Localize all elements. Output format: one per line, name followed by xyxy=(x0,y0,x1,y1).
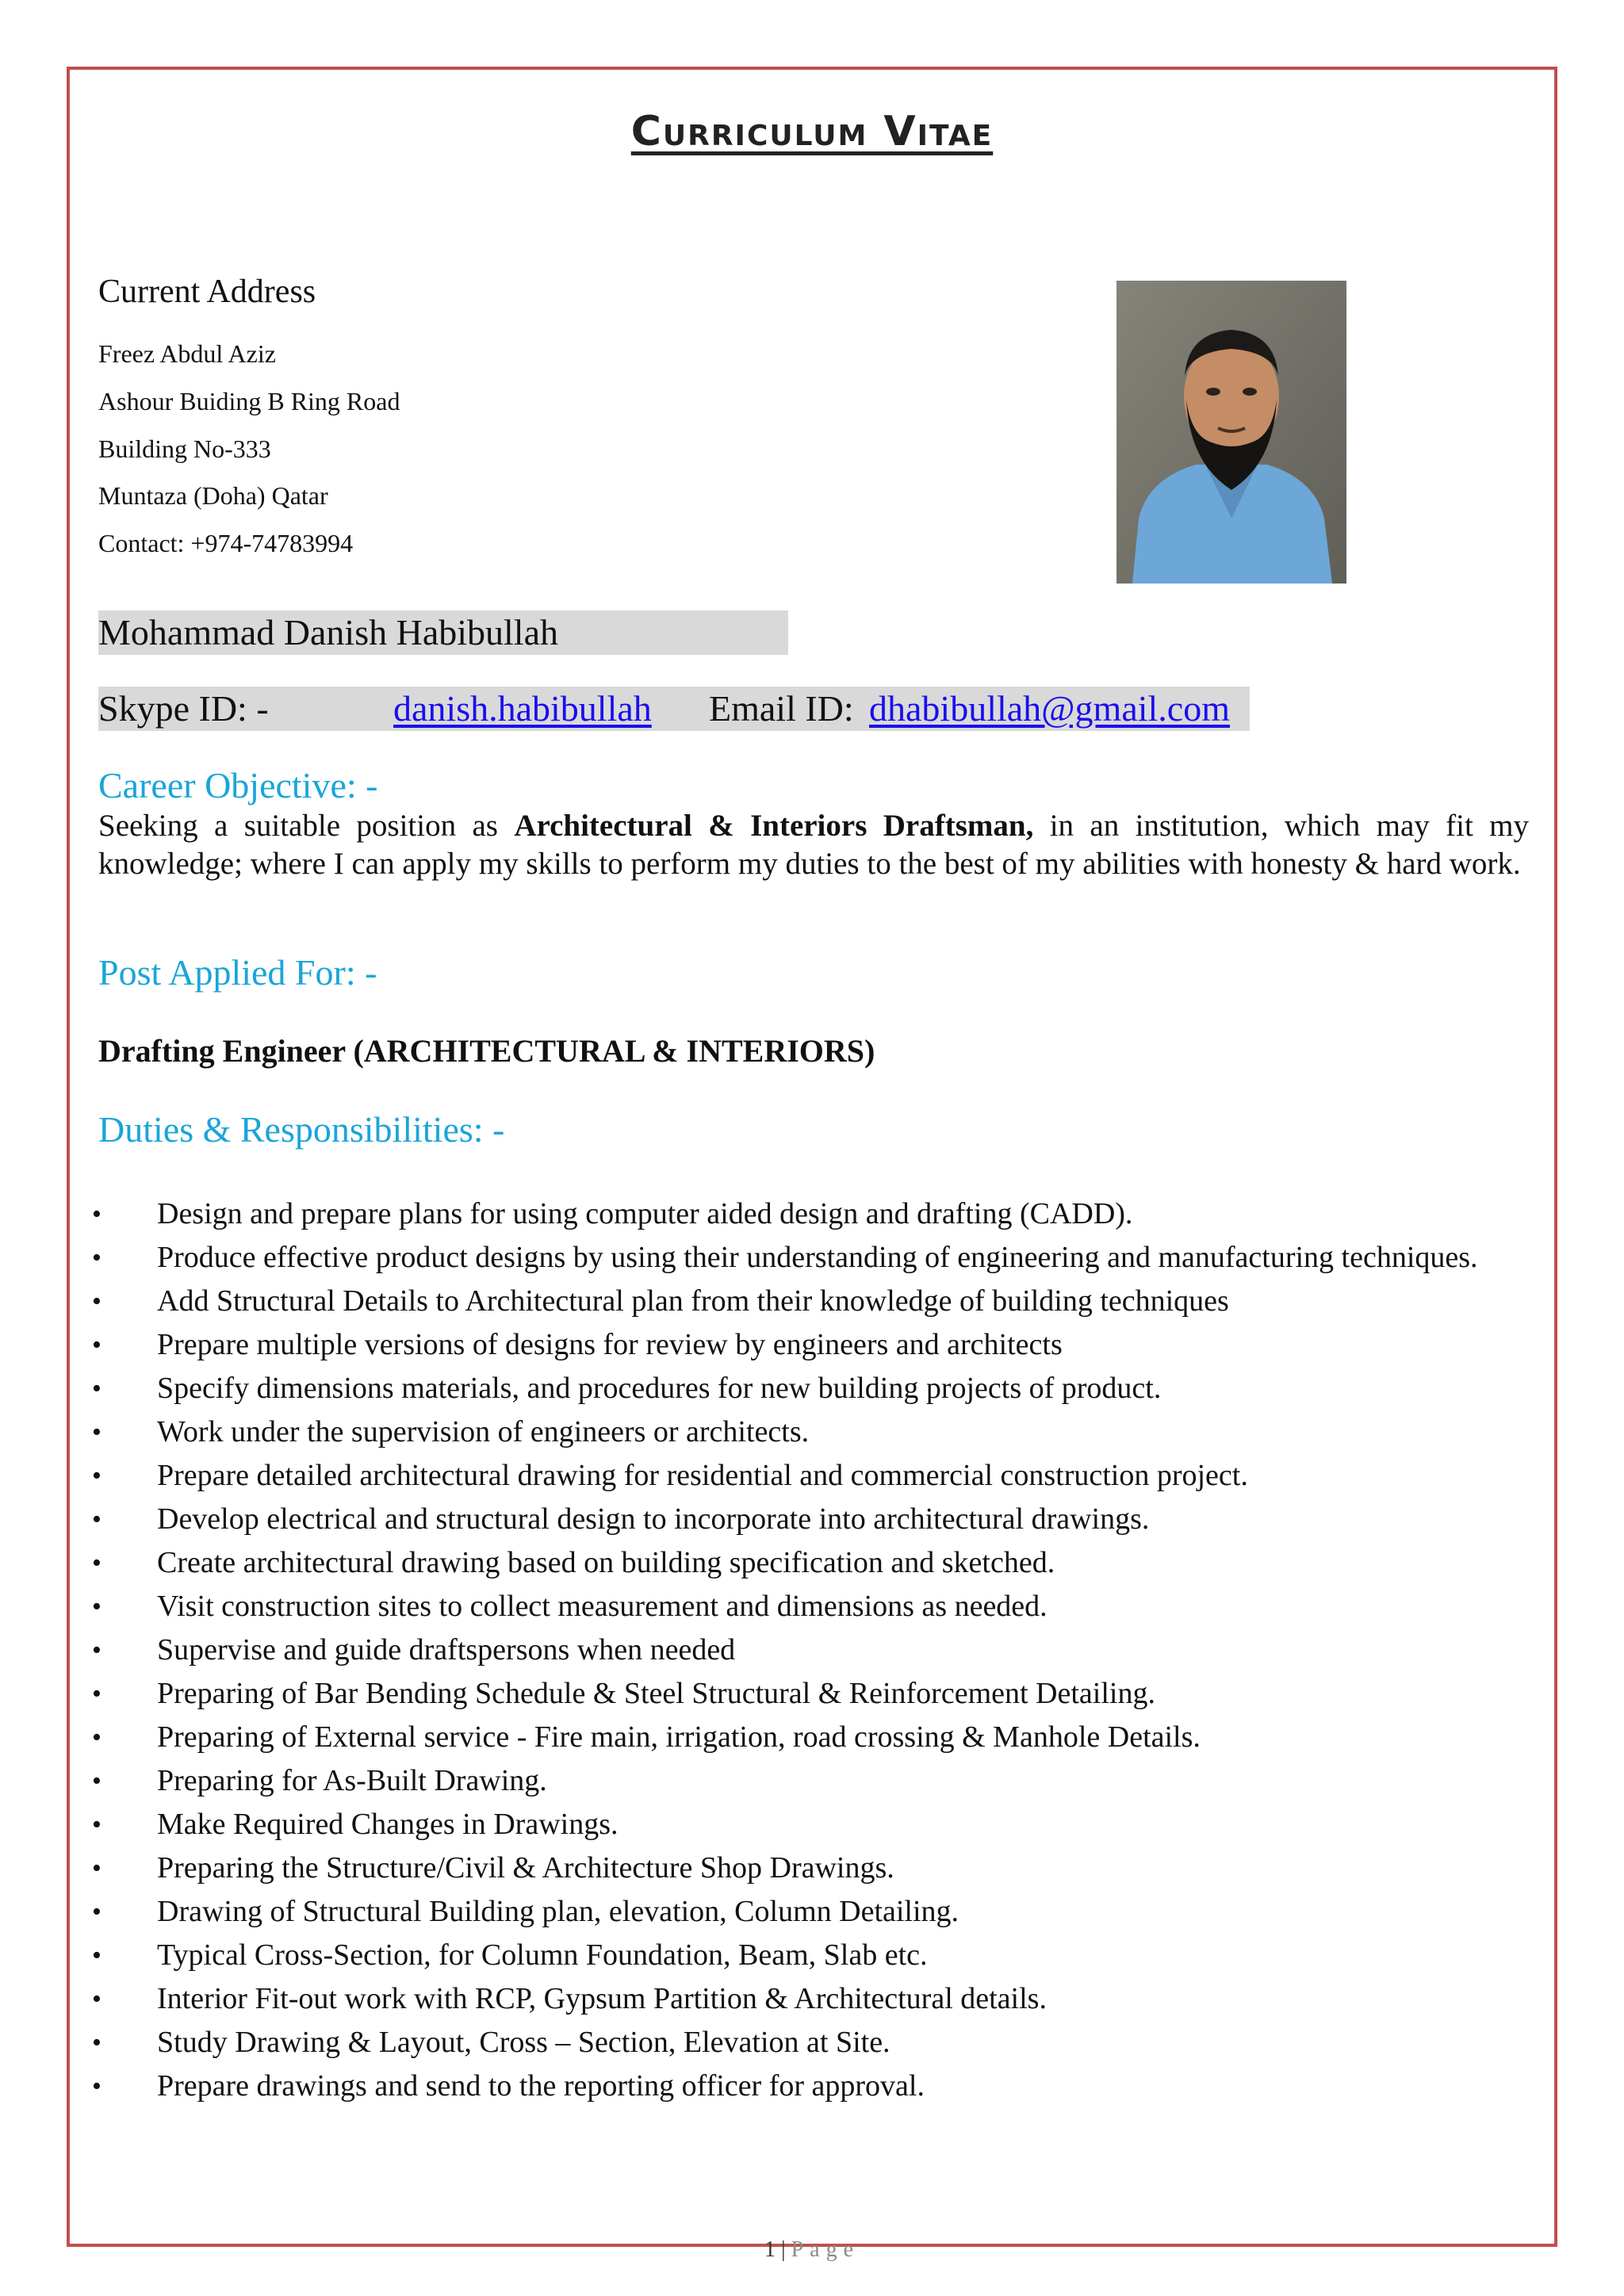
duties-list xyxy=(92,1192,1529,2108)
duty-item xyxy=(92,1192,1529,1236)
address-heading: Current Address xyxy=(98,274,316,310)
duty-text: Prepare detailed architectural drawing for residential and commercial construction project. xyxy=(157,1459,1248,1492)
career-objective-text xyxy=(98,807,1529,883)
duty-item xyxy=(92,1759,1529,1803)
duty-text: Preparing for As-Built Drawing. xyxy=(157,1764,547,1797)
duty-text: Develop electrical and structural design to incorporate into architectural drawings. xyxy=(157,1502,1150,1536)
address-line-2: Ashour Buiding B Ring Road xyxy=(98,387,400,415)
career-objective-text-start: Seeking a suitable position as xyxy=(98,809,515,843)
bullet-icon: • xyxy=(92,1592,102,1621)
duty-item xyxy=(92,1454,1529,1498)
profile-photo-image xyxy=(1116,281,1346,584)
post-applied-value: Drafting Engineer (ARCHITECTURAL & INTERIORS) xyxy=(98,1033,875,1069)
candidate-name: Mohammad Danish Habibullah xyxy=(98,610,788,655)
page-number: 1 xyxy=(764,2237,776,2262)
duty-text: Work under the supervision of engineers or architects. xyxy=(157,1415,810,1448)
profile-photo xyxy=(1116,281,1346,584)
career-objective-heading: Career Objective: - xyxy=(98,765,378,806)
bullet-icon: • xyxy=(92,1461,102,1490)
duties-heading: Duties & Responsibilities: - xyxy=(98,1109,505,1150)
bullet-icon: • xyxy=(92,1679,102,1709)
duty-item xyxy=(92,1716,1529,1759)
bullet-icon: • xyxy=(92,1243,102,1272)
duty-text: Preparing of External service - Fire main, irrigation, road crossing & Manhole Details. xyxy=(157,1720,1201,1754)
duty-item xyxy=(92,1498,1529,1541)
duty-text: Preparing of Bar Bending Schedule & Steel Structural & Reinforcement Detailing. xyxy=(157,1677,1155,1710)
address-line-3: Building No-333 xyxy=(98,434,271,463)
bullet-icon: • xyxy=(92,1287,102,1316)
duty-item xyxy=(92,2021,1529,2064)
duty-item xyxy=(92,1890,1529,1934)
duty-text: Specify dimensions materials, and procedures for new building projects of product. xyxy=(157,1372,1162,1405)
duty-text: Preparing the Structure/Civil & Architecture Shop Drawings. xyxy=(157,1851,894,1885)
bullet-icon: • xyxy=(92,1810,102,1839)
bullet-icon: • xyxy=(92,1636,102,1665)
duty-text: Make Required Changes in Drawings. xyxy=(157,1808,619,1841)
bullet-icon: • xyxy=(92,1854,102,1883)
bullet-icon: • xyxy=(92,1723,102,1752)
duty-item xyxy=(92,1846,1529,1890)
contact-phone: Contact: +974-74783994 xyxy=(98,529,354,557)
page-title: Curriculum Vitae xyxy=(630,108,994,155)
bullet-icon: • xyxy=(92,1941,102,1970)
duty-text: Produce effective product designs by using their understanding of engineering and manufacturing techniques. xyxy=(157,1241,1478,1274)
duty-item xyxy=(92,1323,1529,1367)
bullet-icon: • xyxy=(92,1548,102,1578)
bullet-icon: • xyxy=(92,2028,102,2057)
duty-item xyxy=(92,1585,1529,1628)
duty-text: Design and prepare plans for using computer aided design and drafting (CADD). xyxy=(157,1197,1133,1230)
career-objective-role: Architectural & Interiors Draftsman, xyxy=(514,809,1034,843)
duty-item xyxy=(92,1934,1529,1977)
duty-text: Supervise and guide draftspersons when needed xyxy=(157,1633,736,1667)
bullet-icon: • xyxy=(92,1200,102,1229)
bullet-icon: • xyxy=(92,1505,102,1534)
career-objective-text-end: in an institution, which may fit my knowledge; where I can apply my skills to perform my duties to the best of my abilities with honesty & hard work. xyxy=(98,809,1529,881)
duty-text: Add Structural Details to Architectural plan from their knowledge of building techniques xyxy=(157,1284,1229,1318)
post-applied-heading: Post Applied For: - xyxy=(98,952,377,993)
duty-text: Interior Fit-out work with RCP, Gypsum Partition & Architectural details. xyxy=(157,1982,1047,2015)
page-separator: | xyxy=(780,2237,786,2262)
duty-text: Prepare drawings and send to the reporting officer for approval. xyxy=(157,2069,925,2103)
duty-text: Typical Cross-Section, for Column Foundation, Beam, Slab etc. xyxy=(157,1938,928,1972)
duty-item xyxy=(92,1541,1529,1585)
duty-item xyxy=(92,1977,1529,2021)
duty-item xyxy=(92,2064,1529,2108)
duty-item xyxy=(92,1236,1529,1280)
duty-text: Study Drawing & Layout, Cross – Section, Elevation at Site. xyxy=(157,2026,891,2059)
bullet-icon: • xyxy=(92,1330,102,1360)
address-line-4: Muntaza (Doha) Qatar xyxy=(98,481,328,510)
bullet-icon: • xyxy=(92,1418,102,1447)
skype-label: Skype ID: - xyxy=(98,688,269,729)
duty-item xyxy=(92,1672,1529,1716)
duty-text: Create architectural drawing based on building specification and sketched. xyxy=(157,1546,1055,1579)
skype-id-link[interactable]: danish.habibullah xyxy=(393,688,652,729)
duty-text: Drawing of Structural Building plan, elevation, Column Detailing. xyxy=(157,1895,959,1928)
duty-text: Visit construction sites to collect measurement and dimensions as needed. xyxy=(157,1590,1048,1623)
bullet-icon: • xyxy=(92,1984,102,2014)
email-label: Email ID: xyxy=(709,688,854,729)
duty-item xyxy=(92,1280,1529,1323)
duty-item xyxy=(92,1367,1529,1410)
duty-item xyxy=(92,1410,1529,1454)
duty-item xyxy=(92,1628,1529,1672)
contact-bar xyxy=(98,687,1250,731)
bullet-icon: • xyxy=(92,2072,102,2101)
address-line-1: Freez Abdul Aziz xyxy=(98,339,276,368)
page-word: Page xyxy=(791,2237,860,2262)
bullet-icon: • xyxy=(92,1897,102,1927)
email-link[interactable]: dhabibullah@gmail.com xyxy=(869,688,1230,729)
bullet-icon: • xyxy=(92,1766,102,1796)
duty-text: Prepare multiple versions of designs for review by engineers and architects xyxy=(157,1328,1063,1361)
duty-item xyxy=(92,1803,1529,1846)
bullet-icon: • xyxy=(92,1374,102,1403)
page-footer xyxy=(0,2237,1624,2263)
